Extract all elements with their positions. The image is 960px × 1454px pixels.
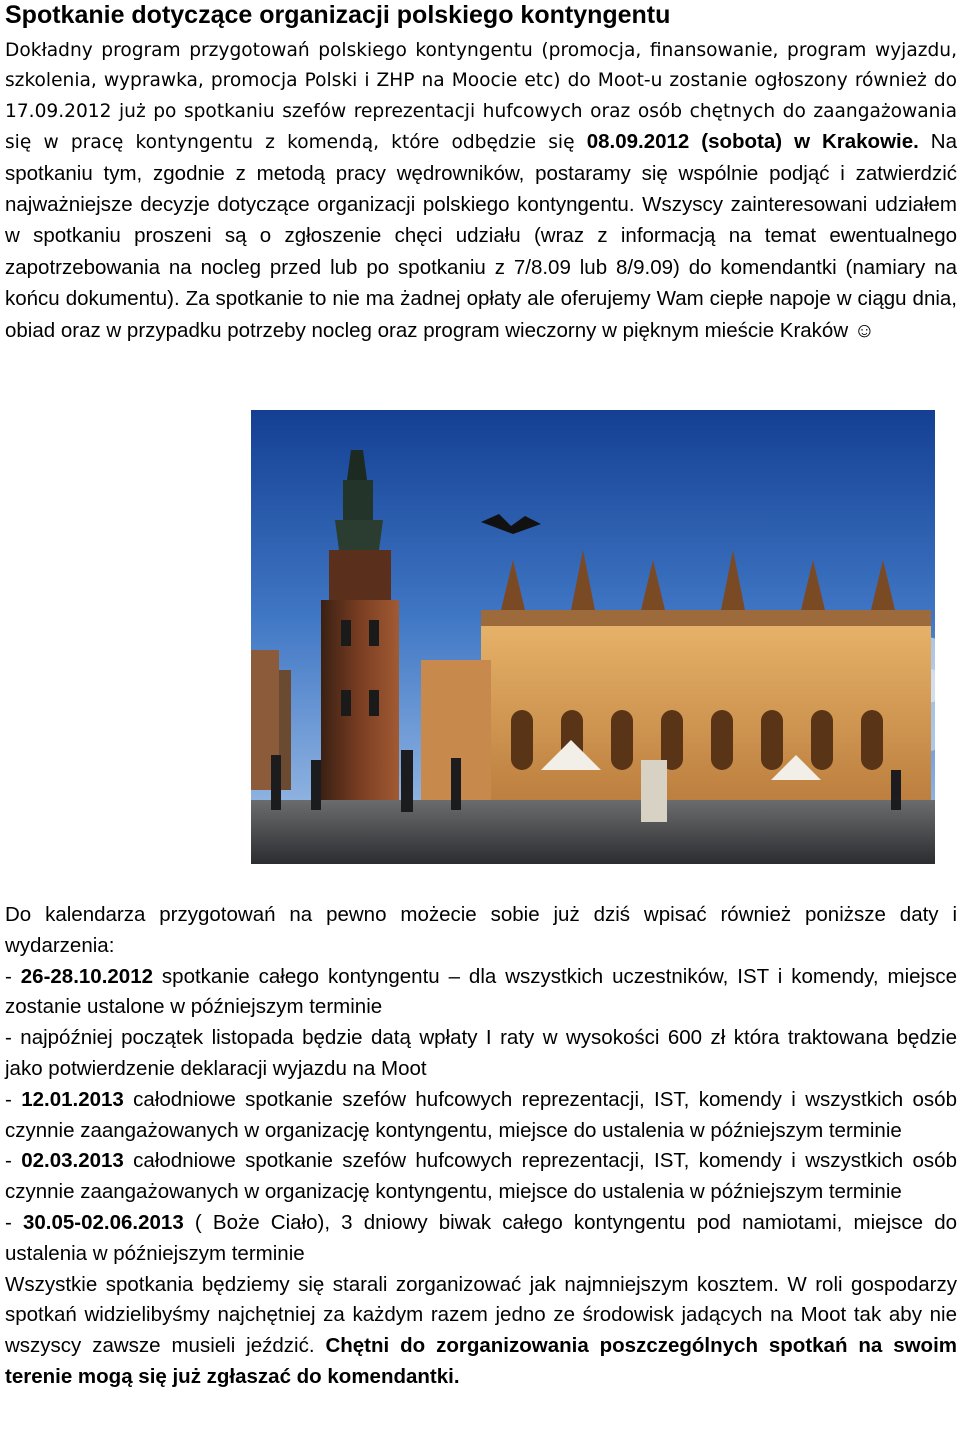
event-text: całodniowe spotkanie szefów hufcowych reprezentacji, IST, komendy i wszystkich osób czynnie zaangażowanych w organizację kontyngentu, miejsce do ustalenia w późniejszym terminie xyxy=(5,1087,957,1142)
event-date: 02.03.2013 xyxy=(21,1149,124,1173)
calendar-item xyxy=(5,1023,957,1085)
closing-text: Wszystkie spotkania będziemy się starali zorganizować jak najmniejszym kosztem. W roli gospodarzy spotkań widzielibyśmy najchętniej za każdym razem jedno ze środowisk jadących na Moot tak aby nie wszyscy zawsze musieli jeździć. xyxy=(5,1272,957,1358)
item-dash: - xyxy=(5,1087,22,1111)
event-text: spotkanie całego kontyngentu – dla wszystkich uczestników, IST i komendy, miejsce zostanie ustalone w późniejszym terminie xyxy=(5,964,957,1019)
event-date: 26-28.10.2012 xyxy=(20,964,153,988)
event-date: 12.01.2013 xyxy=(21,1087,124,1111)
meeting-date: 08.09.2012 (sobota) w Krakowie. xyxy=(586,130,919,154)
photo-illustration xyxy=(251,410,935,864)
intro-text-a: Dokładny program przygotowań polskiego kontyngentu (promocja, finansowanie, program wyjazdu, szkolenia, wyprawka, promocja Polski i ZHP na Moocie etc) do Moot-u zostanie ogłoszony również do 17.09.2012 już po spotkaniu szefów reprezentacji hufcowych oraz osób chętnych do zaangażowania się w pracę kontyngentu z komendą, które odbędzie się xyxy=(5,40,957,154)
calendar-lead: Do kalendarza przygotowań na pewno możecie sobie już dziś wpisać również poniższe daty i wydarzenia: xyxy=(5,903,957,957)
item-dash: - xyxy=(5,964,21,988)
closing-call-to-action: Chętni do zorganizowania poszczególnych spotkań na swoim terenie mogą się już zgłaszać do komendantki. xyxy=(5,1334,958,1388)
item-dash: - xyxy=(5,1026,21,1050)
calendar-item xyxy=(5,1146,957,1208)
page-title: Spotkanie dotyczące organizacji polskiego kontyngentu xyxy=(5,1,671,29)
item-dash: - xyxy=(5,1210,23,1234)
krakow-market-square-photo xyxy=(251,410,935,864)
calendar-item xyxy=(5,1208,957,1270)
calendar-item xyxy=(5,1085,957,1147)
calendar-item xyxy=(5,962,957,1024)
closing-paragraph xyxy=(5,1270,957,1393)
event-date: 30.05-02.06.2013 xyxy=(23,1210,184,1234)
intro-text-c: Na spotkaniu tym, zgodnie z metodą pracy wędrowników, postaramy się wspólnie podjąć i zatwierdzić najważniejsze decyzje dotyczące organizacji polskiego kontyngentu. Wszyscy zainteresowani udziałem w spotkaniu proszeni są o zgłoszenie chęci udziału (wraz z informacją na temat ewentualnego zapotrzebowania na nocleg przed lub po spotkaniu z 7/8.09 lub 8/9.09) do komendantki (namiary na końcu dokumentu). Za spotkanie to nie ma żadnej opłaty ale oferujemy Wam ciepłe napoje w ciągu dnia, obiad oraz w przypadku potrzeby nocleg oraz program wieczorny w pięknym mieście Kraków xyxy=(5,130,957,342)
item-dash: - xyxy=(5,1149,22,1173)
event-text: ( Boże Ciało), 3 dniowy biwak całego kontyngentu pod namiotami, miejsce do ustalenia w późniejszym terminie xyxy=(5,1210,957,1265)
calendar-section xyxy=(5,900,957,1393)
event-text: całodniowe spotkanie szefów hufcowych reprezentacji, IST, komendy i wszystkich osób czynnie zaangażowanych w organizację kontyngentu, miejsce do ustalenia w późniejszym terminie xyxy=(5,1149,957,1204)
smiley-icon: ☺ xyxy=(853,318,875,342)
intro-paragraph xyxy=(5,36,957,347)
event-text: najpóźniej początek listopada będzie datą wpłaty I raty w wysokości 600 zł która traktowana będzie jako potwierdzenie deklaracji wyjazdu na Moot xyxy=(5,1026,957,1080)
